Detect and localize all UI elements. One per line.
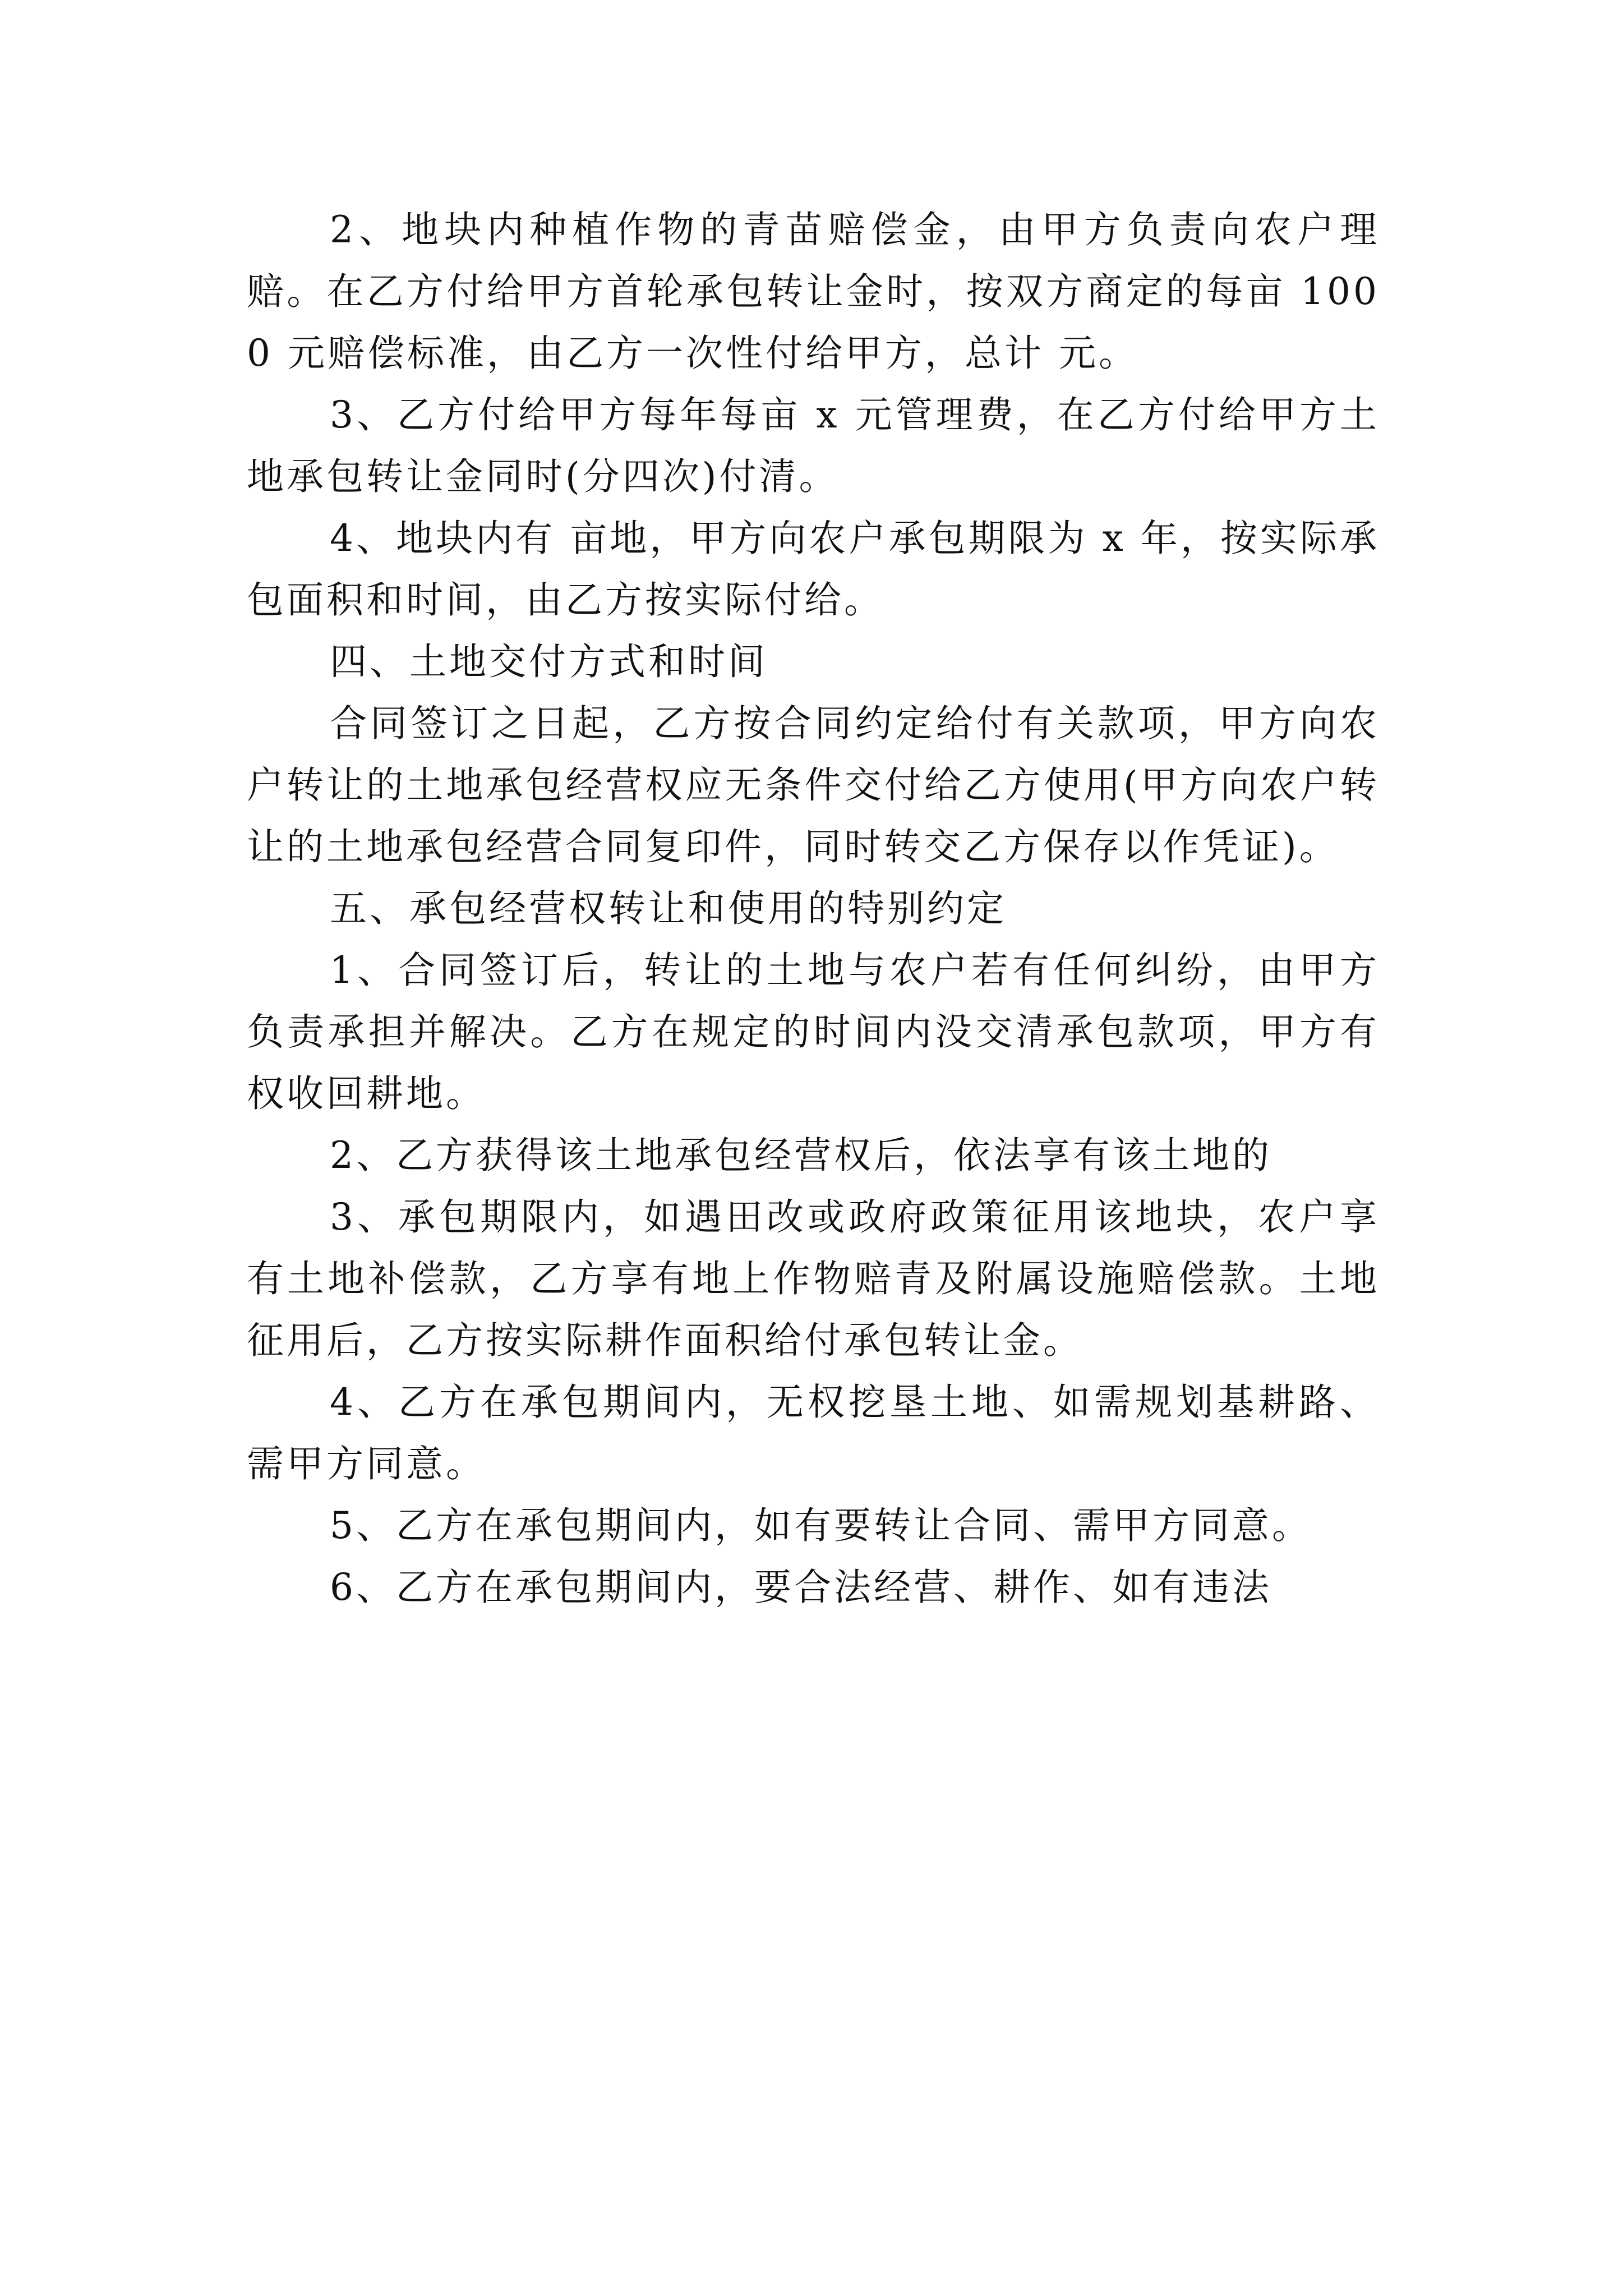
section-heading-special-terms: 五、承包经营权转让和使用的特别约定 [330, 887, 1007, 930]
paragraph-no-digging: 4、乙方在承包期间内，无权挖垦土地、如需规划基耕路、需甲方同意。 [247, 1381, 1380, 1485]
paragraph-land-term: 4、地块内有 亩地，甲方向农户承包期限为 x 年，按实际承包面积和时间，由乙方按实际付给。 [247, 517, 1380, 622]
paragraph-transfer-consent: 5、乙方在承包期间内，如有要转让合同、需甲方同意。 [330, 1504, 1312, 1547]
document-body [247, 199, 1380, 1618]
paragraph-disputes: 1、合同签订后，转让的土地与农户若有任何纠纷，由甲方负责承担并解决。乙方在规定的时间内没交清承包款项，甲方有权收回耕地。 [247, 949, 1380, 1115]
paragraph-compensation: 2、地块内种植作物的青苗赔偿金，由甲方负责向农户理赔。在乙方付给甲方首轮承包转让金时，按双方商定的每亩 1000 元赔偿标准，由乙方一次性付给甲方，总计 元。 [247, 208, 1380, 375]
paragraph-delivery: 合同签订之日起，乙方按合同约定给付有关款项，甲方向农户转让的土地承包经营权应无条件交付给乙方使用(甲方向农户转让的土地承包经营合同复印件，同时转交乙方保存以作凭证)。 [247, 702, 1380, 868]
paragraph-rights: 2、乙方获得该土地承包经营权后，依法享有该土地的 [330, 1134, 1272, 1177]
paragraph-lawful-operation: 6、乙方在承包期间内，要合法经营、耕作、如有违法 [330, 1566, 1272, 1609]
section-heading-delivery: 四、土地交付方式和时间 [330, 640, 768, 683]
paragraph-expropriation: 3、承包期限内，如遇田改或政府政策征用该地块，农户享有土地补偿款，乙方享有地上作物赔青及附属设施赔偿款。土地征用后，乙方按实际耕作面积给付承包转让金。 [247, 1195, 1380, 1362]
paragraph-management-fee: 3、乙方付给甲方每年每亩 x 元管理费，在乙方付给甲方土地承包转让金同时(分四次)付清。 [247, 393, 1380, 498]
